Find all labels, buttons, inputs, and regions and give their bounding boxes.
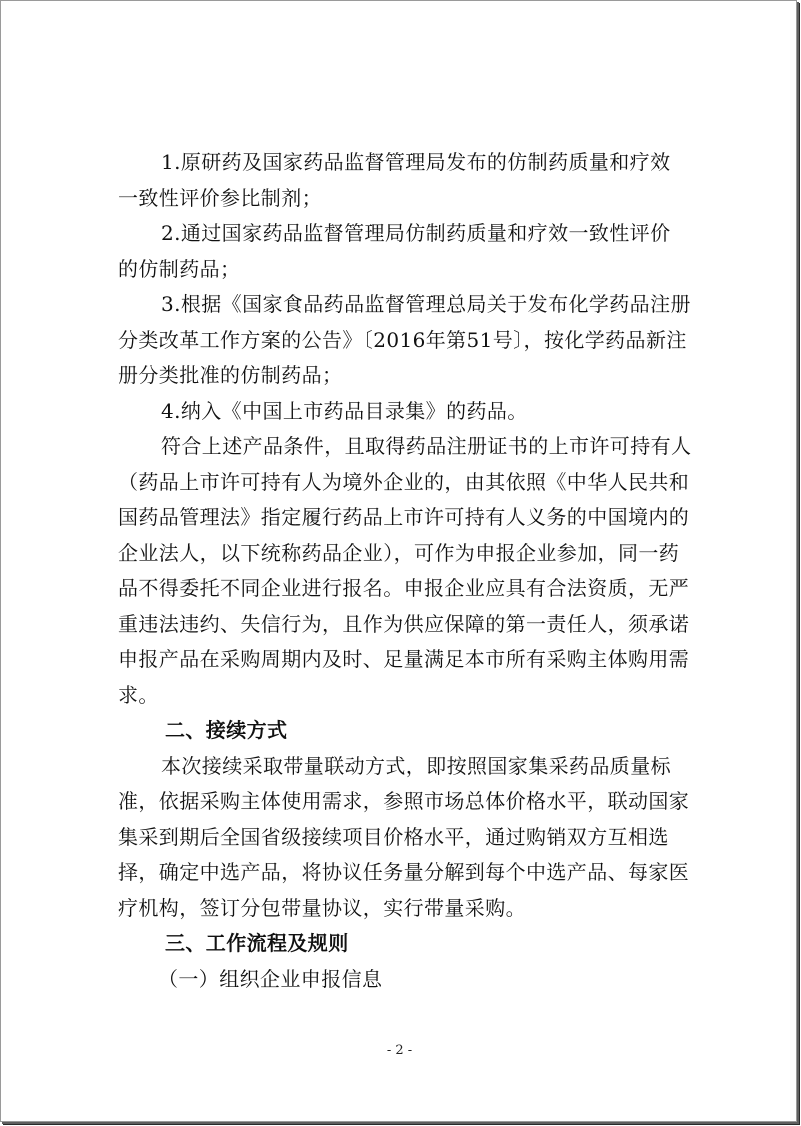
list-item-3-line-1: 3.根据《国家食品药品监督管理总局关于发布化学药品注册 [161,292,691,316]
section-heading-3: 三、工作流程及规则 [165,931,349,955]
list-item-2-line-1: 2.通过国家药品监督管理局仿制药质量和疗效一致性评价 [161,221,671,245]
paragraph-eligibility-line-1: 符合上述产品条件，且取得药品注册证书的上市许可持有人 [161,434,692,458]
paragraph-eligibility-line-2: （药品上市许可持有人为境外企业的，由其依照《中华人民共和 [118,469,690,494]
list-item-1-line-2: 一致性评价参比制剂； [118,185,322,210]
paragraph-eligibility-line-5: 品不得委托不同企业进行报名。申报企业应具有合法资质，无严 [118,576,690,600]
paragraph-eligibility-line-8: 求。 [118,682,159,707]
list-item-4: 4.纳入《中国上市药品目录集》的药品。 [161,398,528,423]
section-heading-2: 二、接续方式 [165,718,288,742]
list-item-3-line-3: 册分类批准的仿制药品； [118,363,343,387]
paragraph-method-line-3: 集采到期后全国省级接续项目价格水平，通过购销双方互相选 [118,824,669,849]
paragraph-eligibility-line-4: 企业法人，以下统称药品企业），可作为申报企业参加，同一药 [118,540,680,565]
sub-heading-1: （一）组织企业申报信息 [158,966,383,991]
paragraph-eligibility-line-3: 国药品管理法》指定履行药品上市许可持有人义务的中国境内的 [118,505,690,529]
paragraph-eligibility-line-7: 申报产品在采购周期内及时、足量满足本市所有采购主体购用需 [118,647,690,671]
list-item-3-line-2: 分类改革工作方案的公告》〔2016年第51号〕，按化学药品新注 [118,327,687,352]
page-number: - 2 - [386,1043,413,1058]
paragraph-method-line-2: 准，依据采购主体使用需求，参照市场总体价格水平，联动国家 [118,789,690,813]
paragraph-method-line-4: 择，确定中选产品，将协议任务量分解到每个中选产品、每家医 [118,860,690,884]
paragraph-eligibility-line-6: 重违法违约、失信行为，且作为供应保障的第一责任人，须承诺 [118,611,690,636]
paragraph-method-line-5: 疗机构，签订分包带量协议，实行带量采购。 [118,895,526,920]
list-item-1-line-1: 1.原研药及国家药品监督管理局发布的仿制药质量和疗效 [161,150,671,174]
list-item-2-line-2: 的仿制药品； [118,256,241,281]
paragraph-method-line-1: 本次接续采取带量联动方式，即按照国家集采药品质量标 [161,753,671,778]
document-body [118,145,708,997]
